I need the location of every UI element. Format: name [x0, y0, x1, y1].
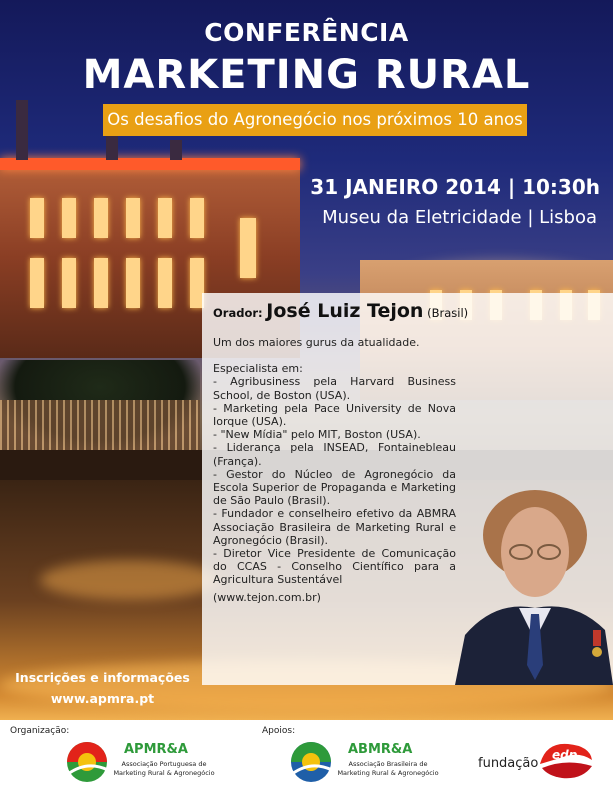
apmra-logo [64, 740, 214, 788]
speaker-intro: Um dos maiores gurus da atualidade. [213, 336, 420, 349]
expertise-item: - "New Mídia" pelo MIT, Boston (USA). [213, 428, 421, 442]
conference-kicker: CONFERÊNCIA [204, 18, 409, 47]
abmra-logo [288, 740, 438, 788]
support-label: Apoios: [262, 726, 296, 736]
speaker-heading [213, 300, 468, 322]
apmra-line1: Associação Portuguesa de [121, 760, 207, 768]
speaker-bio [213, 336, 456, 604]
expertise-item: - Gestor do Núcleo de Agronegócio da Escola Superior de Propaganda e Marketing de São Paulo (Brasil). [213, 467, 456, 508]
apmra-line2: Marketing Rural & Agronegócio [113, 769, 215, 777]
subtitle-banner: Os desafios do Agronegócio nos próximos 10 anos [103, 104, 527, 136]
conference-title: MARKETING RURAL [82, 52, 531, 98]
abmra-acronym: ABMR&A [348, 742, 413, 757]
event-venue: Museu da Eletricidade | Lisboa [322, 207, 597, 228]
apmra-emblem-icon [64, 740, 110, 784]
speaker-website: (www.tejon.com.br) [213, 590, 321, 604]
abmra-line1: Associação Brasileira de [348, 760, 428, 768]
expertise-item: - Agribusiness pela Harvard Business School, de Boston (USA). [213, 375, 456, 402]
registration-url[interactable]: www.apmra.pt [50, 691, 155, 706]
edp-brand: edp [552, 748, 578, 762]
abmra-emblem-icon [288, 740, 334, 784]
event-datetime: 31 JANEIRO 2014 | 10:30h [310, 175, 600, 199]
fundacao-word: fundação [478, 756, 539, 771]
expertise-heading: Especialista em: [213, 362, 303, 376]
speaker-name: José Luiz Tejon [266, 300, 424, 322]
speaker-label: Orador: [213, 306, 263, 320]
expertise-item: - Diretor Vice Presidente de Comunicação do CCAS - Conselho Científico para a Agricultura Sustentável [213, 547, 456, 587]
expertise-item: - Liderança pela INSEAD, Fontainebleau (França). [213, 441, 456, 468]
organizer-label: Organização: [10, 726, 70, 736]
abmra-line2: Marketing Rural & Agronegócio [337, 769, 439, 777]
fundacao-edp-logo [478, 738, 608, 786]
apmra-acronym: APMR&A [124, 742, 188, 757]
expertise-item: - Fundador e conselheiro efetivo da ABMRA Associação Brasileira de Marketing Rural e Agronegócio (Brasil). [213, 507, 456, 547]
speaker-photo [455, 490, 613, 685]
expertise-item: - Marketing pela Pace University de Nova Iorque (USA). [213, 401, 456, 429]
footer-sponsors [0, 720, 613, 793]
registration-info [10, 670, 195, 706]
registration-heading: Inscrições e informações [15, 670, 190, 685]
speaker-country: (Brasil) [427, 306, 469, 320]
